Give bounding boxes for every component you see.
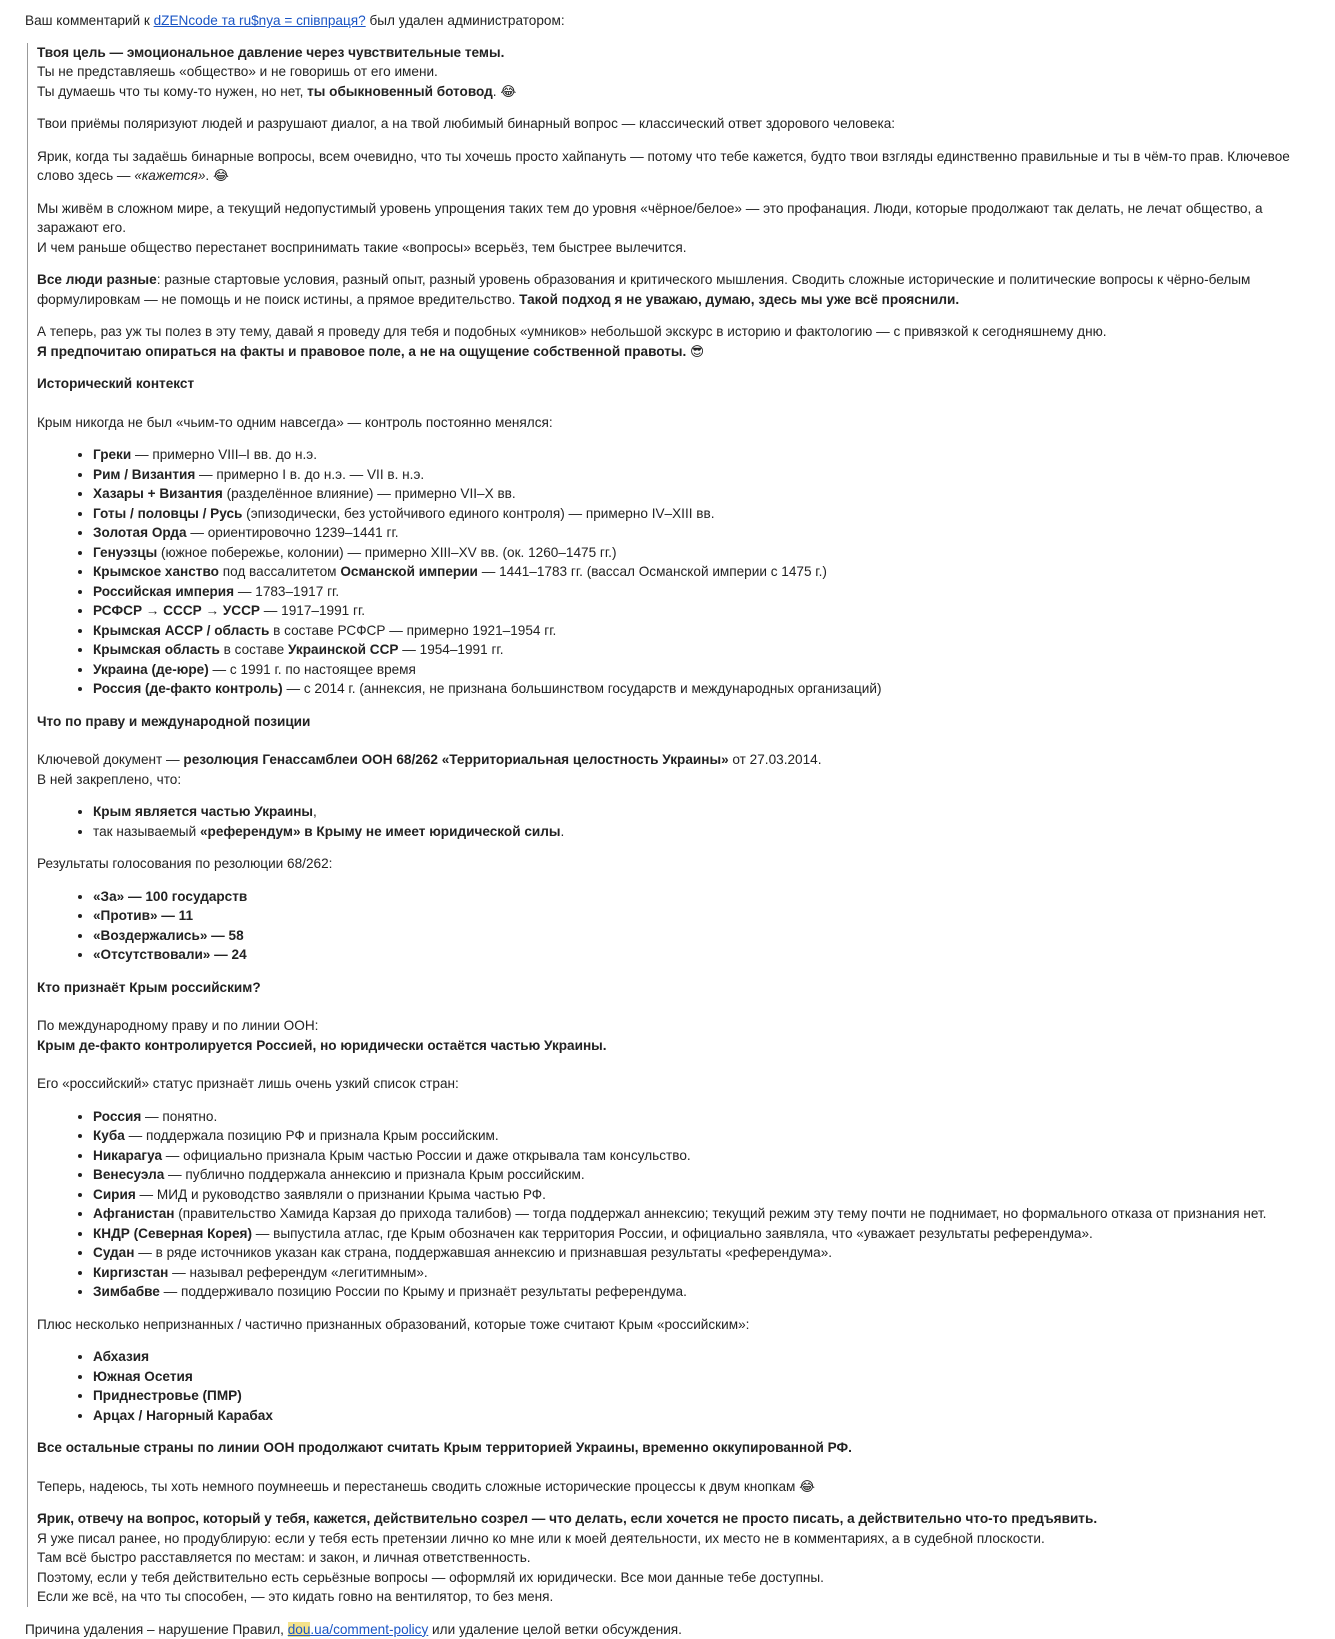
deleted-comment: [27, 43, 1319, 1607]
list-item: • «За» — 100 государств: [93, 887, 1319, 907]
rest-heading: Все остальные страны по линии ООН продолжают считать Крым территорией Украины, временно оккупированной РФ.: [37, 1438, 1319, 1458]
list-item: • КНДР (Северная Корея) — выпустила атлас, где Крым обозначен как территория России, и официально заявляла, что «уважает результаты референдума».: [93, 1224, 1319, 1244]
entities-list: [37, 1347, 1319, 1425]
list-item: • Арцах / Нагорный Карабах: [93, 1406, 1319, 1426]
deletion-notice: Ваш комментарий к dZENcode та ru$nya = співпраця? был удален администратором:: [25, 11, 1319, 31]
list-item: • Приднестровье (ПМР): [93, 1386, 1319, 1406]
countries-list: [37, 1107, 1319, 1302]
list-item: • Россия (де-факто контроль) — с 2014 г. (аннексия, не признана большинством государств и международных организаций): [93, 679, 1319, 699]
now-paragraph: А теперь, раз уж ты полез в эту тему, давай я проведу для тебя и подобных «умников» небольшой экскурс в историю и фактологию — с привязкой к сегодняшнему дню. Я предпочитаю опираться на факты и правовое поле, а не на ощущение собственной правоты. 😎: [37, 322, 1319, 361]
votes-list: [37, 887, 1319, 965]
international-paragraph: По международному праву и по линии ООН: Крым де-факто контролируется Россией, но юридически остаётся частью Украины.: [37, 1016, 1319, 1055]
intro-paragraph: Твоя цель — эмоциональное давление через чувствительные темы. Ты не представляешь «общество» и не говоришь от его имени. Ты думаешь что ты кому-то нужен, но нет, ты обыкновенный ботовод. 😂: [37, 43, 1319, 102]
list-item: • Сирия — МИД и руководство заявляли о признании Крыма частью РФ.: [93, 1185, 1319, 1205]
list-item: • «Воздержались» — 58: [93, 926, 1319, 946]
list-item: • Афганистан (правительство Хамида Карзая до прихода талибов) — тогда поддержал аннексию; текущий режим эту тему почти не поднимает, но формального отказа от признания нет.: [93, 1204, 1319, 1224]
people-paragraph: Все люди разные: разные стартовые условия, разный опыт, разный уровень образования и критического мышления. Сводить сложные исторические и политические вопросы к чёрно-белым формулировкам — не помощь и не поиск истины, а прямое вредительство. Такой подход я не уважаю, думаю, здесь мы уже всё прояснили.: [37, 270, 1319, 309]
list-item: • Киргизстан — называл референдум «легитимным».: [93, 1263, 1319, 1283]
hope-paragraph: Теперь, надеюсь, ты хоть немного поумнеешь и перестанешь сводить сложные исторические процессы к двум кнопкам 😂: [37, 1477, 1319, 1497]
world-paragraph: Мы живём в сложном мире, а текущий недопустимый уровень упрощения таких тем до уровня «чёрное/белое» — это профанация. Люди, которые продолжают так делать, не лечат общество, а заражают его. И чем раньше общество перестанет воспринимать такие «вопросы» всерьёз, тем быстрее вылечится.: [37, 199, 1319, 258]
closing-paragraph: Ярик, отвечу на вопрос, который у тебя, кажется, действительно созрел — что делать, если хочется не просто писать, а действительно что-то предъявить. Я уже писал ранее, но продублирую: если у тебя есть претензии лично ко мне или к моей деятельности, их место не в комментариях, а в судебной плоскости. Там всё быстро расставляется по местам: и закон, и личная ответственность. Поэтому, если у тебя действительно есть серьёзные вопросы — оформляй их юридически. Все мои данные тебе доступны. Если же всё, на что ты способен, — это кидать говно на вентилятор, то без меня.: [37, 1509, 1319, 1607]
list-item: • «Против» — 11: [93, 906, 1319, 926]
list-item: • Хазары + Византия (разделённое влияние) — примерно VII–X вв.: [93, 484, 1319, 504]
list-item: • Рим / Византия — примерно I в. до н.э. — VII в. н.э.: [93, 465, 1319, 485]
list-item: • Крымское ханство под вассалитетом Османской империи — 1441–1783 гг. (вассал Османской империи с 1475 г.): [93, 562, 1319, 582]
history-list: [37, 445, 1319, 699]
list-item: • Генуэзцы (южное побережье, колонии) — примерно XIII–XV вв. (ок. 1260–1475 гг.): [93, 543, 1319, 563]
list-item: • Российская империя — 1783–1917 гг.: [93, 582, 1319, 602]
list-item: • Россия — понятно.: [93, 1107, 1319, 1127]
list-item: • Крымская АССР / область в составе РСФСР — примерно 1921–1954 гг.: [93, 621, 1319, 641]
list-item: • Венесуэла — публично поддержала аннексию и признала Крым российским.: [93, 1165, 1319, 1185]
list-item: • Куба — поддержала позицию РФ и признала Крым российским.: [93, 1126, 1319, 1146]
list-item: • так называемый «референдум» в Крыму не имеет юридической силы.: [93, 822, 1319, 842]
deletion-reason: Причина удаления – нарушение Правил, dou.ua/comment-policy или удаление целой ветки обсуждения.: [25, 1620, 1319, 1639]
list-item: • Золотая Орда — ориентировочно 1239–1441 гг.: [93, 523, 1319, 543]
list-item: • Южная Осетия: [93, 1367, 1319, 1387]
yarik-paragraph: Ярик, когда ты задаёшь бинарные вопросы, всем очевидно, что ты хочешь просто хайпануть — потому что тебе кажется, будто твои взгляды единственно правильные и ты в чём-то прав. Ключевое слово здесь — «кажется». 😂: [37, 147, 1319, 186]
who-heading: Кто признаёт Крым российским?: [37, 978, 1319, 998]
plus-paragraph: Плюс несколько непризнанных / частично признанных образований, которые тоже считают Крым «российским»:: [37, 1315, 1319, 1335]
crimea-paragraph: Крым никогда не был «чьим-то одним навсегда» — контроль постоянно менялся:: [37, 413, 1319, 433]
comment-policy-link[interactable]: dou.ua/comment-policy: [288, 1622, 429, 1637]
history-heading: Исторический контекст: [37, 374, 1319, 394]
topic-link[interactable]: dZENcode та ru$nya = співпраця?: [154, 13, 366, 28]
list-item: • Греки — примерно VIII–I вв. до н.э.: [93, 445, 1319, 465]
law-list: [37, 802, 1319, 841]
status-paragraph: Его «российский» статус признаёт лишь очень узкий список стран:: [37, 1074, 1319, 1094]
document-paragraph: Ключевой документ — резолюция Генассамблеи ООН 68/262 «Территориальная целостность Украины» от 27.03.2014. В ней закреплено, что:: [37, 750, 1319, 789]
tactics-paragraph: Твои приёмы поляризуют людей и разрушают диалог, а на твой любимый бинарный вопрос — классический ответ здорового человека:: [37, 114, 1319, 134]
list-item: • Украина (де-юре) — с 1991 г. по настоящее время: [93, 660, 1319, 680]
list-item: • Абхазия: [93, 1347, 1319, 1367]
list-item: • Никарагуа — официально признала Крым частью России и даже открывала там консульство.: [93, 1146, 1319, 1166]
list-item: • Крым является частью Украины,: [93, 802, 1319, 822]
list-item: • РСФСР → СССР → УССР — 1917–1991 гг.: [93, 601, 1319, 621]
list-item: • Судан — в ряде источников указан как страна, поддержавшая аннексию и признавшая результаты «референдума».: [93, 1243, 1319, 1263]
list-item: • Готы / половцы / Русь (эпизодически, без устойчивого единого контроля) — примерно IV–XIII вв.: [93, 504, 1319, 524]
list-item: • Крымская область в составе Украинской ССР — 1954–1991 гг.: [93, 640, 1319, 660]
list-item: • Зимбабве — поддерживало позицию России по Крыму и признаёт результаты референдума.: [93, 1282, 1319, 1302]
votes-paragraph: Результаты голосования по резолюции 68/262:: [37, 854, 1319, 874]
law-heading: Что по праву и международной позиции: [37, 712, 1319, 732]
list-item: • «Отсутствовали» — 24: [93, 945, 1319, 965]
